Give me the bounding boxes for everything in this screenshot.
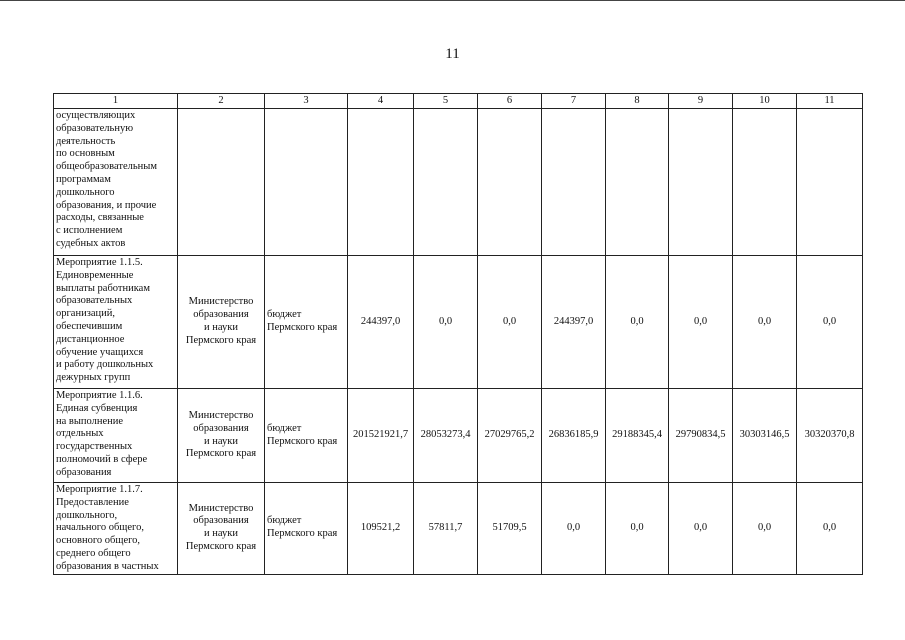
value-cell: 0,0 <box>606 483 669 575</box>
table-row <box>54 256 863 389</box>
value-cell: 0,0 <box>606 256 669 389</box>
measure-description: осуществляющих образовательную деятельность по основным общеобразовательным программам дошкольного образования, и прочие расходы, связанные с исполнением судебных актов <box>54 109 178 256</box>
column-header: 10 <box>733 94 797 109</box>
column-header: 1 <box>54 94 178 109</box>
executor-cell: Министерство образования и науки Пермского края <box>178 483 265 575</box>
funding-source-cell: бюджет Пермского края <box>265 483 348 575</box>
value-cell: 244397,0 <box>348 256 414 389</box>
table-row <box>54 483 863 575</box>
value-cell <box>733 109 797 256</box>
budget-table <box>53 93 863 575</box>
value-cell <box>606 109 669 256</box>
value-cell: 0,0 <box>797 256 863 389</box>
value-cell: 0,0 <box>733 256 797 389</box>
value-cell <box>478 109 542 256</box>
value-cell: 57811,7 <box>414 483 478 575</box>
column-header: 5 <box>414 94 478 109</box>
value-cell: 0,0 <box>797 483 863 575</box>
value-cell: 0,0 <box>669 256 733 389</box>
measure-description: Мероприятие 1.1.6. Единая субвенция на выполнение отдельных государственных полномочий в сфере образования <box>54 389 178 483</box>
value-cell: 201521921,7 <box>348 389 414 483</box>
value-cell: 51709,5 <box>478 483 542 575</box>
value-cell: 30320370,8 <box>797 389 863 483</box>
measure-description: Мероприятие 1.1.5. Единовременные выплаты работникам образовательных организаций, обеспечившим дистанционное обучение учащихся и работу дошкольных дежурных групп <box>54 256 178 389</box>
value-cell: 0,0 <box>669 483 733 575</box>
column-header: 7 <box>542 94 606 109</box>
value-cell: 0,0 <box>733 483 797 575</box>
value-cell: 0,0 <box>414 256 478 389</box>
value-cell: 244397,0 <box>542 256 606 389</box>
value-cell: 30303146,5 <box>733 389 797 483</box>
value-cell <box>542 109 606 256</box>
measure-description: Мероприятие 1.1.7. Предоставление дошкольного, начального общего, основного общего, среднего общего образования в частных <box>54 483 178 575</box>
value-cell: 0,0 <box>542 483 606 575</box>
funding-source-cell: бюджет Пермского края <box>265 389 348 483</box>
value-cell <box>348 109 414 256</box>
page-number: 11 <box>445 46 460 62</box>
value-cell: 29188345,4 <box>606 389 669 483</box>
column-header: 2 <box>178 94 265 109</box>
column-header: 6 <box>478 94 542 109</box>
column-header: 9 <box>669 94 733 109</box>
value-cell <box>669 109 733 256</box>
funding-source-cell: бюджет Пермского края <box>265 256 348 389</box>
column-header: 4 <box>348 94 414 109</box>
value-cell: 28053273,4 <box>414 389 478 483</box>
executor-cell: Министерство образования и науки Пермского края <box>178 256 265 389</box>
column-header: 3 <box>265 94 348 109</box>
column-header: 11 <box>797 94 863 109</box>
value-cell <box>797 109 863 256</box>
funding-source-cell <box>265 109 348 256</box>
column-header: 8 <box>606 94 669 109</box>
value-cell: 0,0 <box>478 256 542 389</box>
value-cell: 29790834,5 <box>669 389 733 483</box>
table-row <box>54 389 863 483</box>
executor-cell: Министерство образования и науки Пермского края <box>178 389 265 483</box>
table-row <box>54 109 863 256</box>
top-border-line <box>0 0 905 1</box>
value-cell <box>414 109 478 256</box>
value-cell: 27029765,2 <box>478 389 542 483</box>
table-header-row <box>54 94 863 109</box>
value-cell: 26836185,9 <box>542 389 606 483</box>
value-cell: 109521,2 <box>348 483 414 575</box>
executor-cell <box>178 109 265 256</box>
